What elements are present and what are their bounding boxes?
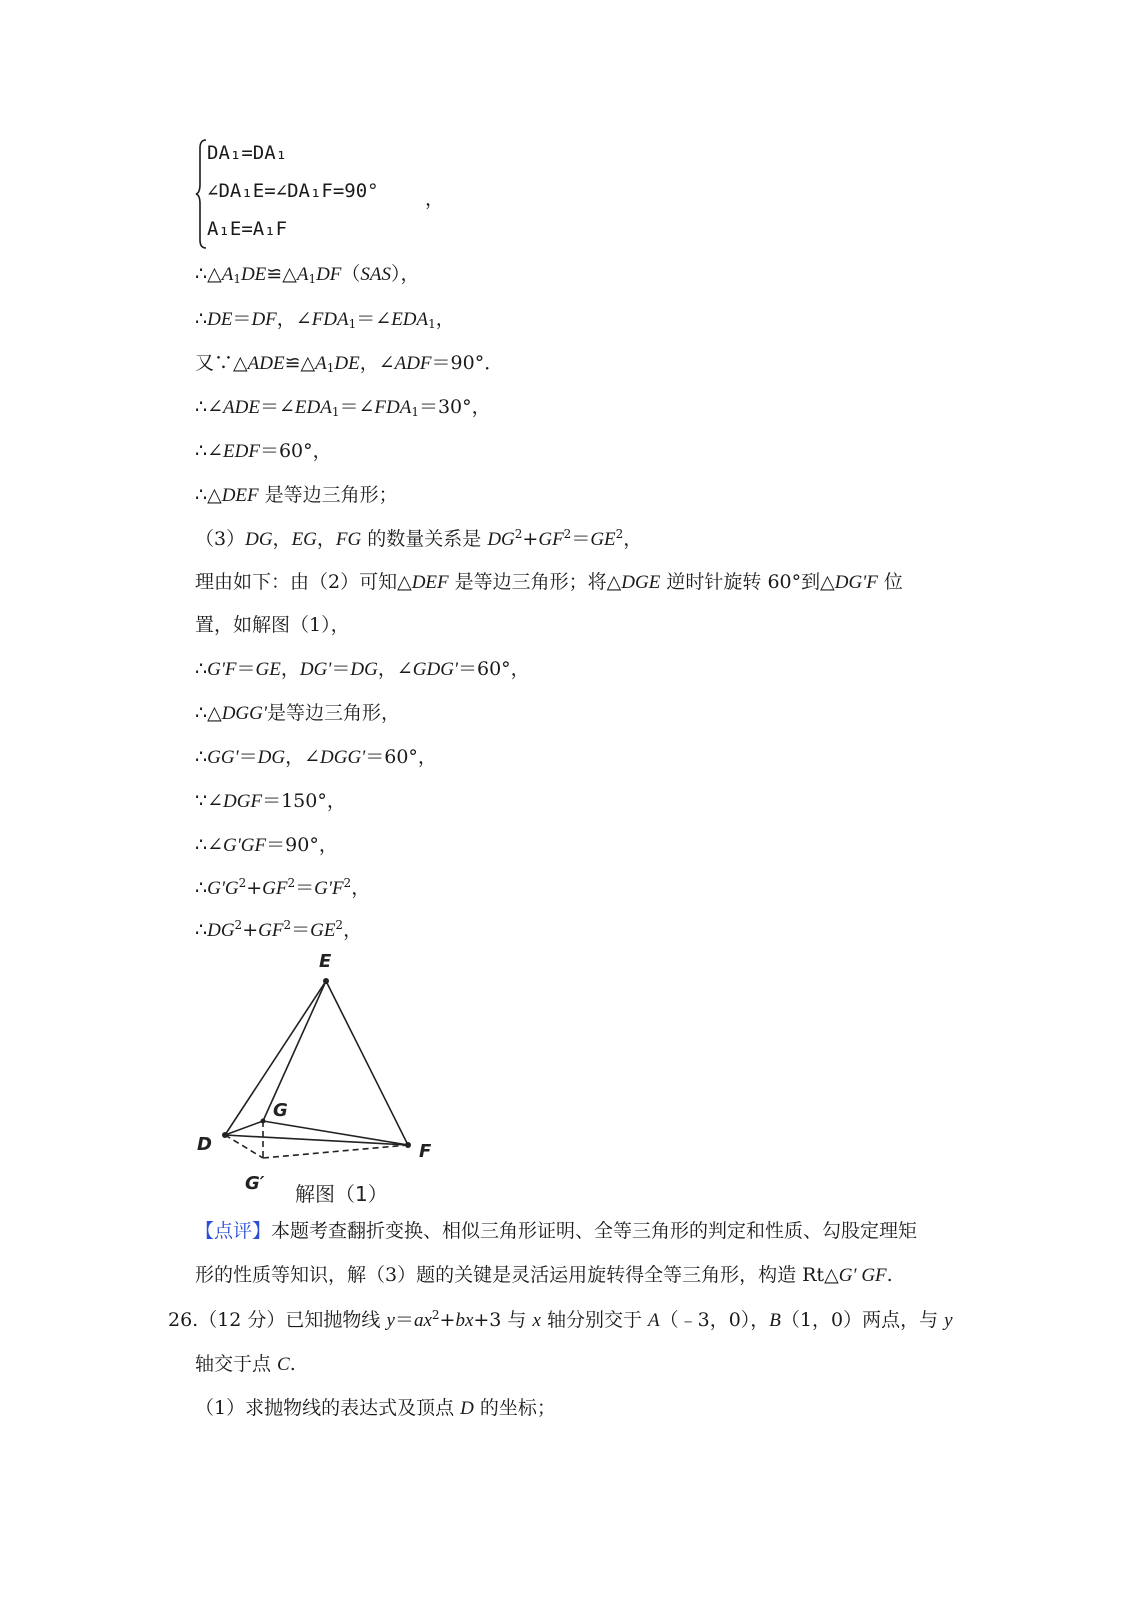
figure-caption: 解图（1） bbox=[295, 1182, 388, 1206]
geometry-figure bbox=[185, 945, 455, 1210]
comment-line-2: 形的性质等知识，解（3）题的关键是灵活运用旋转得全等三角形，构造 Rt△G′ GF. bbox=[195, 1264, 893, 1286]
proof-line-5: ∴∠EDF＝60°， bbox=[195, 440, 332, 462]
question-number: 26. bbox=[168, 1309, 199, 1331]
segment-GpF bbox=[263, 1145, 408, 1158]
system-comma: ， bbox=[425, 188, 445, 210]
equation-system bbox=[195, 138, 455, 250]
proof-line-7: （3）DG，EG，FG 的数量关系是 $DG^2+GF^2=GE^2$， bbox=[195, 527, 643, 550]
proof-line-13: ∵∠DGF＝150°， bbox=[195, 790, 346, 812]
left-brace-icon bbox=[195, 138, 207, 250]
proof-line-10: ∴G'F＝GE，DG'＝DG，∠GDG'＝60°， bbox=[195, 658, 530, 680]
point-E bbox=[323, 978, 329, 984]
proof-line-9: 置，如解图（1）， bbox=[195, 614, 350, 636]
proof-line-14: ∴∠G'GF＝90°， bbox=[195, 834, 338, 856]
proof-line-4: $\therefore\angle ADE=\angle EDA_1=\angle FDA_1=30^\circ$， bbox=[195, 396, 491, 419]
label-E: E bbox=[319, 951, 332, 972]
proof-line-12: ∴GG'＝DG，∠DGG'＝60°， bbox=[195, 746, 437, 768]
question-26-line-1: 26.（12 分）已知抛物线 $y=ax^2+bx+3$ 与 x 轴分别交于 A（﹣3，0），B（1，0）两点，与 y bbox=[168, 1308, 953, 1331]
proof-line-1: $\therefore\triangle A_1DE≌\triangle A_1DF(SAS)$， bbox=[195, 263, 420, 286]
point-D bbox=[222, 1132, 228, 1138]
proof-line-2: ∴DE＝DF，$\angle FDA_1=\angle EDA_1$， bbox=[195, 308, 455, 331]
segment-DGp bbox=[225, 1135, 263, 1158]
label-D: D bbox=[197, 1134, 212, 1155]
segment-DG bbox=[225, 1121, 263, 1135]
proof-line-3: 又$\because\triangle ADE≌\triangle A_1DE$，∠ADF＝90°． bbox=[195, 352, 504, 375]
label-F: F bbox=[419, 1141, 432, 1162]
question-26-sub-1: （1）求抛物线的表达式及顶点 D 的坐标； bbox=[195, 1397, 556, 1419]
label-G: G bbox=[273, 1100, 288, 1121]
equation-2: ∠DA₁E=∠DA₁F=90° bbox=[207, 180, 379, 202]
proof-line-6: ∴△DEF 是等边三角形； bbox=[195, 484, 398, 506]
proof-line-11: ∴△DGG'是等边三角形， bbox=[195, 702, 400, 724]
comment-line-1: 【点评】本题考查翻折变换、相似三角形证明、全等三角形的判定和性质、勾股定理矩 bbox=[195, 1220, 918, 1242]
equation-3: A₁E=A₁F bbox=[207, 218, 288, 240]
label-G-prime: G′ bbox=[245, 1173, 265, 1194]
question-26-line-2: 轴交于点 C. bbox=[195, 1353, 296, 1375]
proof-line-8: 理由如下：由（2）可知△DEF 是等边三角形；将△DGE 逆时针旋转 60°到△DG'F 位 bbox=[195, 571, 903, 593]
equation-1: DA₁=DA₁ bbox=[207, 142, 288, 164]
proof-line-16: $\therefore DG^2+GF^2=GE^2$， bbox=[195, 918, 363, 941]
point-F bbox=[405, 1142, 411, 1148]
point-G bbox=[261, 1119, 266, 1124]
comment-tag: 【点评】 bbox=[195, 1220, 272, 1242]
segment-EF bbox=[326, 981, 408, 1145]
proof-line-15: $\therefore G'G^2+GF^2=G'F^2$， bbox=[195, 876, 371, 899]
